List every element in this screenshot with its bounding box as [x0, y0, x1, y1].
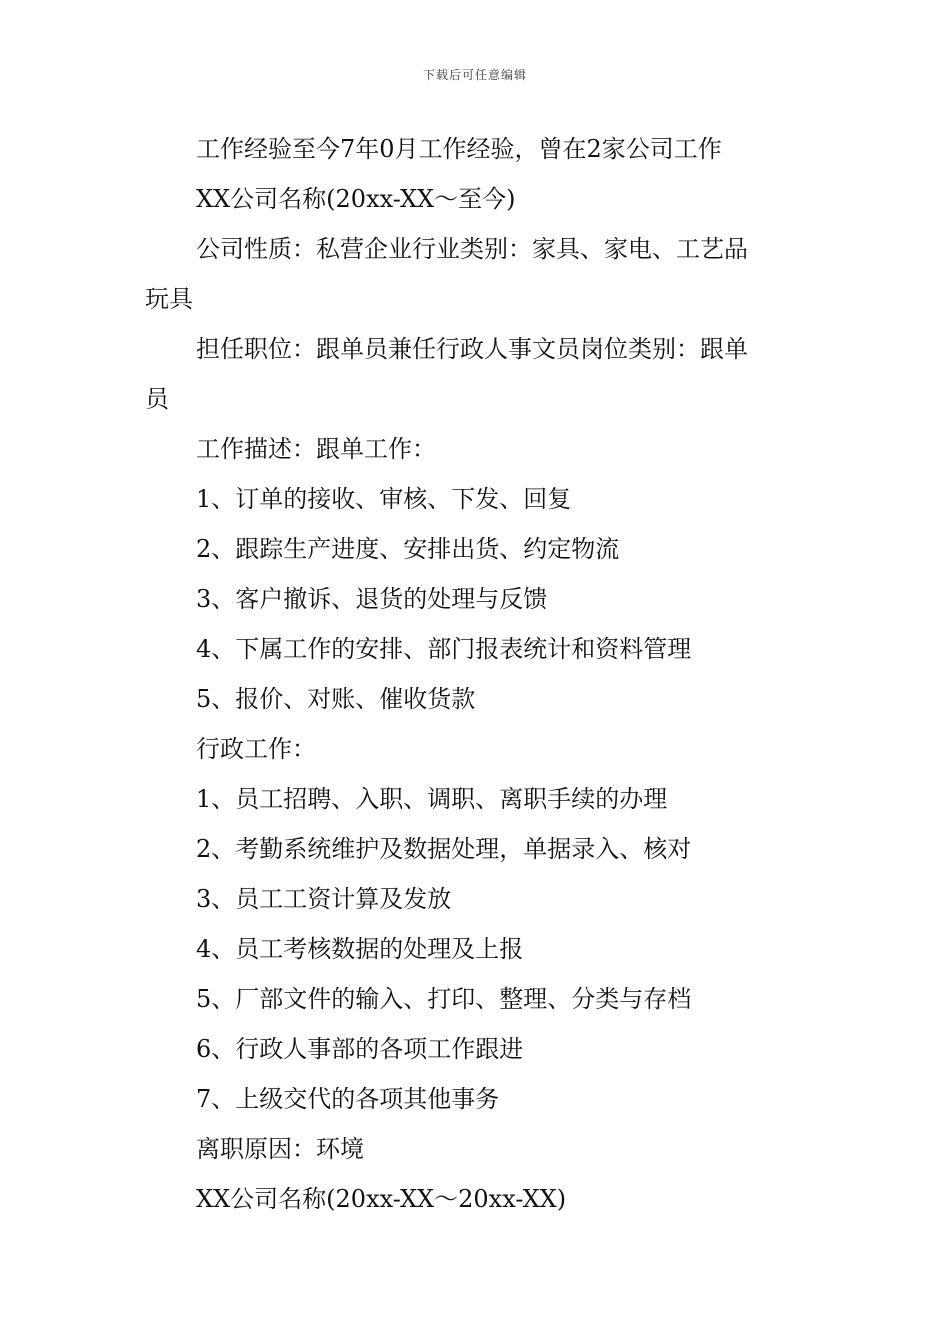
- list-item: 5、报价、对账、催收货款: [196, 685, 476, 713]
- text-line: 工作经验至今7年0月工作经验，曾在2家公司工作: [196, 135, 722, 163]
- list-item: 3、员工工资计算及发放: [196, 885, 452, 913]
- list-item: 6、行政人事部的各项工作跟进: [196, 1035, 524, 1063]
- list-item: 2、跟踪生产进度、安排出货、约定物流: [196, 535, 620, 563]
- list-item: 2、考勤系统维护及数据处理，单据录入、核对: [196, 835, 692, 863]
- text-line: 离职原因：环境: [196, 1135, 364, 1163]
- text-line: 公司性质：私营企业行业类别：家具、家电、工艺品: [196, 235, 748, 263]
- list-item: 3、客户撤诉、退货的处理与反馈: [196, 585, 548, 613]
- text-line: 行政工作：: [196, 735, 316, 763]
- text-line: 员: [145, 385, 169, 413]
- list-item: 7、上级交代的各项其他事务: [196, 1085, 500, 1113]
- text-line: XX公司名称(20xx-XX～至今): [196, 185, 516, 213]
- list-item: 4、下属工作的安排、部门报表统计和资料管理: [196, 635, 692, 663]
- text-line: XX公司名称(20xx-XX～20xx-XX): [196, 1185, 567, 1213]
- list-item: 1、员工招聘、入职、调职、离职手续的办理: [196, 785, 668, 813]
- header-note: 下载后可任意编辑: [422, 68, 527, 82]
- list-item: 1、订单的接收、审核、下发、回复: [196, 485, 572, 513]
- text-line: 玩具: [145, 285, 193, 313]
- list-item: 4、员工考核数据的处理及上报: [196, 935, 524, 963]
- document-body: [145, 124, 810, 1224]
- text-line: 工作描述：跟单工作：: [196, 435, 436, 463]
- list-item: 5、厂部文件的输入、打印、整理、分类与存档: [196, 985, 692, 1013]
- text-line: 担任职位：跟单员兼任行政人事文员岗位类别：跟单: [196, 335, 748, 363]
